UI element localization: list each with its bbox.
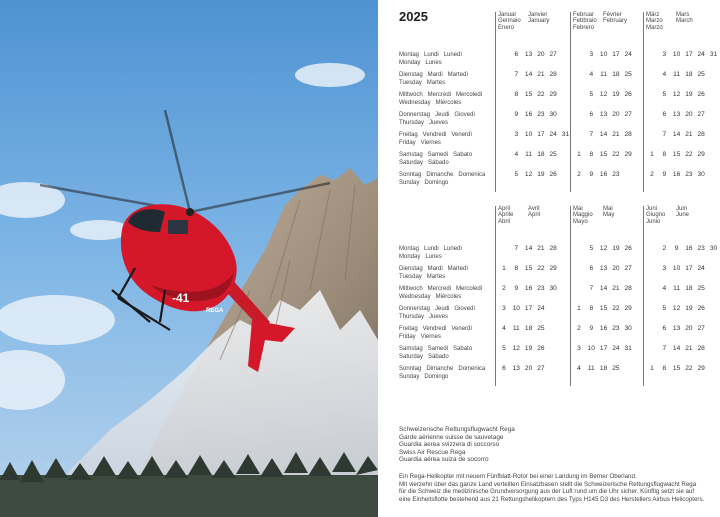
day-number: 10 [672,265,681,272]
weekday-label [399,305,475,321]
day-number: 4 [577,365,581,372]
weekday-label-line2: Sunday Domingo [399,180,449,186]
caption-line: Guardia aerea svizzera di soccorso [399,441,500,449]
day-number: 26 [549,171,557,178]
day-number: 4 [502,325,506,332]
day-number: 21 [612,131,620,138]
weekday-label-line1: Montag Lundi Lunedì [399,52,463,58]
day-number: 25 [537,325,545,332]
day-number: 10 [599,51,608,58]
weekday-label [399,345,472,361]
day-number: 28 [549,71,557,78]
day-number: 14 [599,131,608,138]
month-name-alt: Mars March [676,12,693,25]
day-number: 14 [524,245,533,252]
day-number: 24 [612,345,620,352]
weekday-label [399,151,472,167]
photo-description [399,473,719,503]
month-divider [643,206,644,386]
day-number: 29 [624,151,632,158]
day-number: 8 [589,305,594,312]
day-number: 17 [537,131,545,138]
day-number: 9 [589,325,594,332]
day-number: 22 [685,365,693,372]
day-number: 2 [650,171,654,178]
day-number: 25 [612,365,620,372]
day-number: 27 [537,365,545,372]
day-number: 28 [697,131,705,138]
day-number: 21 [685,131,693,138]
photo-caption [399,426,515,464]
day-number: 18 [524,325,533,332]
day-number: 29 [549,265,557,272]
day-number: 3 [514,131,519,138]
forest [0,475,378,517]
day-number: 1 [577,305,581,312]
day-number: 28 [624,131,632,138]
day-number: 3 [577,345,581,352]
caption-line: Schweizerische Rettungsflugwacht Rega [399,426,515,433]
day-number: 12 [599,91,608,98]
weekday-label-line2: Wednesday Miércoles [399,100,462,106]
day-number: 1 [650,151,654,158]
description-line: Ein Rega-Helikopter mit neuem Fünfblatt-Rotor bei einer Landung im Berner Oberland. [399,473,637,480]
day-number: 6 [662,111,667,118]
day-number: 13 [599,111,608,118]
day-number: 16 [672,171,681,178]
day-number: 26 [624,91,632,98]
day-number: 9 [662,171,667,178]
day-number: 26 [697,91,705,98]
day-number: 26 [697,305,705,312]
day-number: 23 [612,171,620,178]
weekday-label [399,71,468,87]
day-number: 14 [672,131,681,138]
day-number: 11 [587,365,595,372]
day-number: 29 [624,305,632,312]
day-number: 18 [537,151,545,158]
day-number: 30 [549,111,557,118]
day-number: 15 [599,151,608,158]
month-name-alt: Juin June [676,206,690,219]
weekday-label [399,51,462,67]
weekday-label-line1: Donnerstag Jeudi Giovedì [399,306,476,312]
day-number: 12 [512,345,520,352]
day-number: 9 [514,285,519,292]
day-number: 16 [685,245,693,252]
description-line: eine Einheitsflotte bestehend aus 21 Rettungshelikoptern des Typs H145 D3 des Herstellers Airbus Helicopters. [399,495,705,503]
month-name: März Marzo Marzo [646,12,663,31]
day-number: 19 [612,91,620,98]
day-number: 3 [589,51,594,58]
weekday-label-line2: Friday Viernes [399,140,441,146]
month-name-alt: Janvier January [528,12,550,25]
day-number: 13 [512,365,520,372]
day-number: 23 [612,325,620,332]
day-number: 15 [524,265,533,272]
month-name-alt: Février February [603,12,628,25]
weekday-label-line1: Donnerstag Jeudi Giovedì [399,112,476,118]
weekday-label [399,131,472,147]
day-number: 3 [502,305,506,312]
day-number: 30 [697,171,705,178]
day-number: 21 [537,71,545,78]
day-number: 11 [673,285,681,292]
weekday-label-line2: Friday Viernes [399,334,441,340]
day-number: 8 [662,365,667,372]
day-number: 27 [549,51,557,58]
day-number: 12 [599,245,608,252]
day-number: 30 [709,245,718,252]
day-number: 14 [524,71,533,78]
month-name: Juni Giugno Junio [646,206,666,225]
month-name: Februar Febbraio Febrero [573,12,597,31]
day-number: 10 [524,131,533,138]
day-number: 4 [514,151,519,158]
day-number: 5 [662,305,667,312]
day-number: 20 [524,365,533,372]
day-number: 22 [685,151,693,158]
day-number: 7 [662,131,667,138]
day-number: 15 [672,151,681,158]
weekday-label-line1: Montag Lundi Lunedì [399,246,463,252]
day-number: 7 [514,245,519,252]
day-number: 20 [685,111,693,118]
day-number: 20 [685,325,693,332]
day-number: 5 [589,245,594,252]
calendar-year: 2025 [399,9,428,24]
day-number: 14 [599,285,608,292]
day-number: 7 [589,131,594,138]
day-number: 7 [589,285,594,292]
day-number: 31 [624,345,632,352]
day-number: 1 [502,265,506,272]
day-number: 17 [599,345,608,352]
day-number: 15 [524,91,533,98]
description-line: Mit vierzehn über das ganze Land verteilten Einsatzbasen stellt die Schweizerische Rettungsflugwacht Rega [399,480,697,488]
day-number: 19 [537,171,545,178]
day-number: 5 [662,91,667,98]
day-number: 27 [624,265,632,272]
day-number: 6 [662,325,667,332]
month-name: Mai Maggio Mayo [573,206,593,225]
weekday-label-line2: Thursday Jueves [399,120,449,126]
day-number: 2 [662,245,667,252]
weekday-label-line2: Saturday Sábado [399,160,449,166]
day-number: 20 [537,51,545,58]
day-number: 25 [697,285,705,292]
day-number: 13 [524,51,533,58]
day-number: 25 [697,71,705,78]
day-number: 31 [709,51,718,58]
day-number: 27 [697,325,705,332]
day-number: 20 [612,265,620,272]
day-number: 29 [697,151,705,158]
rotor-hub [186,208,194,216]
day-number: 28 [549,245,557,252]
day-number: 5 [589,91,594,98]
day-number: 28 [624,285,632,292]
day-number: 19 [612,245,620,252]
day-number: 6 [589,111,594,118]
caption-line: Garde aérienne suisse de sauvetage [399,433,504,441]
day-number: 23 [537,111,545,118]
day-number: 14 [672,345,681,352]
day-number: 18 [685,71,693,78]
day-number: 25 [624,71,632,78]
weekday-label-line1: Dienstag Mardi Martedì [399,266,469,272]
day-number: 19 [685,91,693,98]
day-number: 12 [524,171,533,178]
day-number: 9 [514,111,519,118]
day-number: 11 [512,325,520,332]
day-number: 25 [549,151,557,158]
day-number: 6 [589,265,594,272]
day-number: 31 [561,131,570,138]
month-divider [495,12,496,192]
day-number: 6 [502,365,506,372]
day-number: 19 [524,345,533,352]
day-number: 13 [672,111,681,118]
weekday-label-line2: Saturday Sábado [399,354,449,360]
day-number: 4 [662,285,667,292]
brand-mark: REGA [206,308,224,314]
day-number: 22 [537,265,545,272]
day-number: 11 [600,71,608,78]
month-name: Januar Gennaio Enero [498,12,521,31]
day-number: 24 [537,305,545,312]
day-number: 11 [525,151,533,158]
day-number: 22 [612,151,620,158]
day-number: 30 [549,285,557,292]
day-number: 2 [502,285,506,292]
weekday-label-line1: Freitag Vendredi Venerdì [399,326,473,332]
weekday-label-line1: Samstag Samedi Sabato [399,152,473,158]
day-number: 11 [673,71,681,78]
day-number: 21 [612,285,620,292]
day-number: 8 [589,151,594,158]
day-number: 18 [599,365,608,372]
side-window [168,220,188,234]
day-number: 13 [672,325,681,332]
day-number: 16 [524,285,533,292]
day-number: 16 [599,325,608,332]
day-number: 8 [514,265,519,272]
caption-line: Swiss Air Rescue Rega [399,448,466,456]
month-divider [643,12,644,192]
day-number: 1 [650,365,654,372]
day-number: 10 [587,345,595,352]
day-number: 2 [577,171,581,178]
month-divider [495,206,496,386]
day-number: 24 [624,51,632,58]
day-number: 22 [612,305,620,312]
day-number: 7 [662,345,667,352]
weekday-label-line2: Wednesday Miércoles [399,294,462,300]
day-number: 15 [672,365,681,372]
day-number: 28 [697,345,705,352]
day-number: 4 [662,71,667,78]
day-number: 15 [599,305,608,312]
month-name-alt: Mai May [603,206,615,219]
day-number: 8 [514,91,519,98]
day-number: 2 [577,325,581,332]
weekday-label [399,325,472,341]
day-number: 23 [685,171,693,178]
weekday-label-line2: Sunday Domingo [399,374,449,380]
day-number: 5 [502,345,506,352]
day-number: 23 [537,285,545,292]
weekday-label [399,111,475,127]
weekday-label-line2: Tuesday Martes [399,274,446,280]
weekday-label-line1: Mittwoch Mercredi Mercoledì [399,286,483,292]
day-number: 17 [612,51,620,58]
day-number: 12 [672,305,681,312]
weekday-label [399,171,485,187]
month-name: April Aprile Abril [498,206,514,225]
weekday-label-line1: Freitag Vendredi Venerdì [399,132,473,138]
day-number: 27 [697,111,705,118]
day-number: 19 [685,305,693,312]
day-number: 10 [512,305,520,312]
day-number: 1 [577,151,581,158]
weekday-label-line1: Sonntag Dimanche Domenica [399,172,486,178]
day-number: 10 [672,51,681,58]
description-line: für die Schweiz die medizinische Grundversorgung aus der Luft rund um die Uhr sicher. Künftig setzt sie auf [399,488,695,496]
day-number: 16 [524,111,533,118]
weekday-label [399,365,485,381]
day-number: 9 [674,245,679,252]
weekday-label-line1: Dienstag Mardi Martedì [399,72,469,78]
day-number: 17 [685,265,693,272]
weekday-label [399,245,462,261]
day-number: 24 [697,51,705,58]
day-number: 9 [589,171,594,178]
quarter-2-block [378,194,720,394]
day-number: 29 [549,91,557,98]
weekday-label-line1: Mittwoch Mercredi Mercoledì [399,92,483,98]
day-number: 17 [685,51,693,58]
month-name-alt: Avril April [528,206,541,219]
day-number: 20 [612,111,620,118]
day-number: 22 [537,91,545,98]
day-number: 17 [524,305,533,312]
day-number: 23 [697,245,705,252]
day-number: 4 [589,71,594,78]
weekday-label-line2: Tuesday Martes [399,80,446,86]
day-number: 6 [514,51,519,58]
caption-line: Guardia aérea suiza de socorro [399,456,489,464]
day-number: 26 [537,345,545,352]
month-divider [570,206,571,386]
day-number: 27 [624,111,632,118]
day-number: 13 [599,265,608,272]
day-number: 21 [537,245,545,252]
month-divider [570,12,571,192]
weekday-label-line2: Monday Lunes [399,60,442,66]
weekday-label-line1: Sonntag Dimanche Domenica [399,366,486,372]
calendar [378,0,720,517]
day-number: 12 [672,91,681,98]
day-number: 29 [697,365,705,372]
day-number: 3 [662,51,667,58]
tail-number: -41 [172,291,190,305]
day-number: 26 [624,245,632,252]
day-number: 7 [514,71,519,78]
weekday-label [399,265,468,281]
day-number: 16 [599,171,608,178]
day-number: 18 [685,285,693,292]
weekday-label-line2: Thursday Jueves [399,314,449,320]
weekday-label-line1: Samstag Samedi Sabato [399,346,473,352]
day-number: 8 [662,151,667,158]
day-number: 24 [697,265,705,272]
day-number: 3 [662,265,667,272]
weekday-label [399,285,482,301]
quarter-1-block [378,0,720,200]
weekday-label [399,91,482,107]
day-number: 21 [685,345,693,352]
weekday-label-line2: Monday Lunes [399,254,442,260]
day-number: 30 [624,325,632,332]
day-number: 24 [549,131,557,138]
day-number: 5 [514,171,519,178]
day-number: 18 [612,71,620,78]
